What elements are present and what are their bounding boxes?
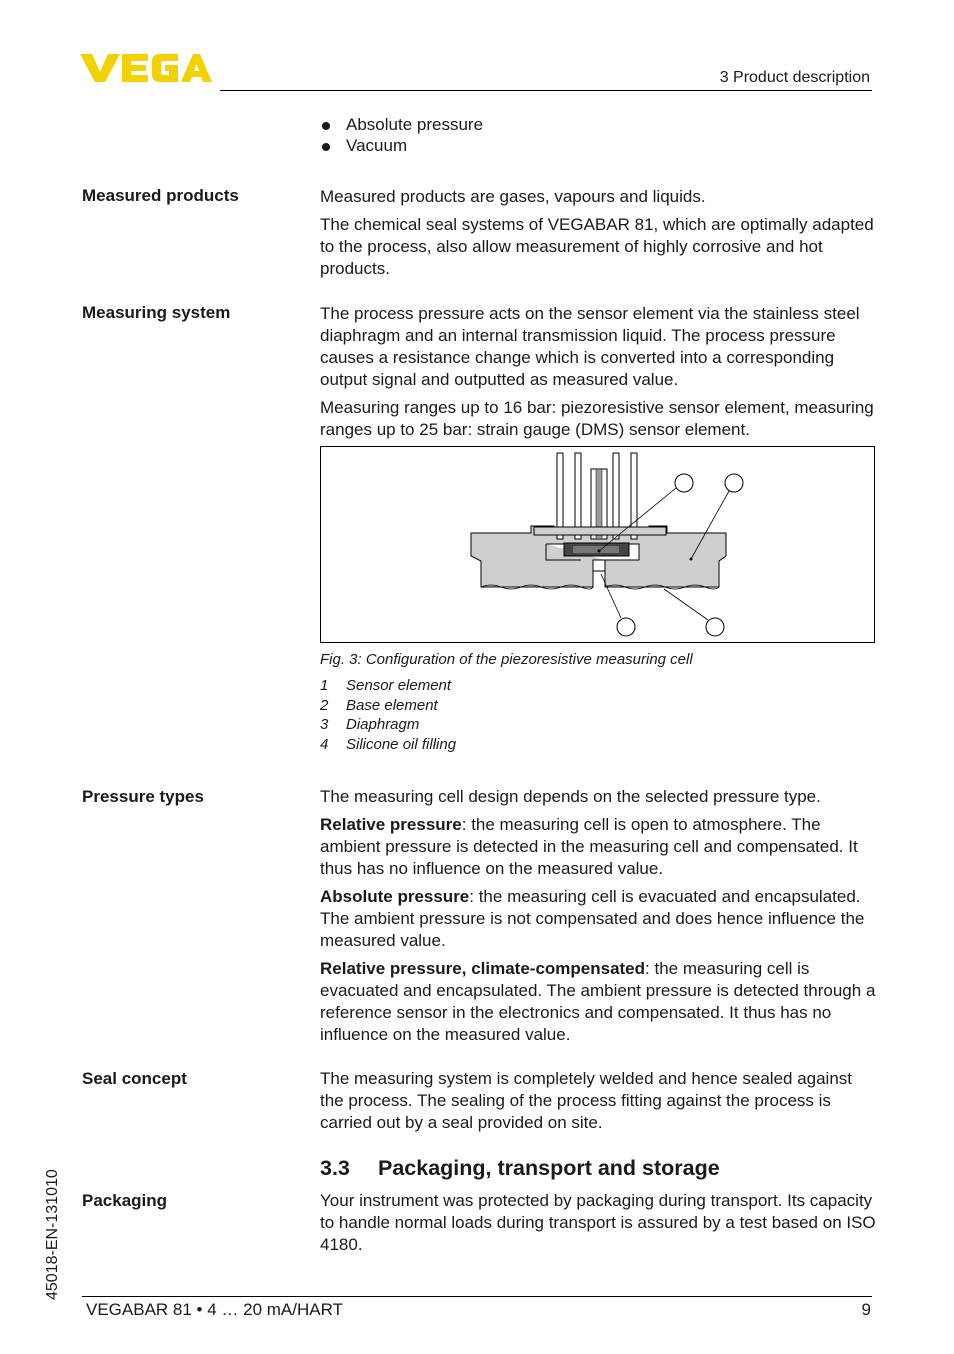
bullet-item: Absolute pressure xyxy=(322,114,483,135)
packaging-label: Packaging xyxy=(82,1191,168,1210)
measuring-system-body xyxy=(320,303,876,447)
page-number: 9 xyxy=(861,1300,871,1319)
paragraph: Measured products are gases, vapours and liquids. xyxy=(320,187,706,206)
measuring-cell-figure xyxy=(320,446,875,643)
pressure-types-label: Pressure types xyxy=(82,787,204,806)
measured-products-body xyxy=(320,186,876,286)
document-code: 45018-EN-131010 xyxy=(44,1169,61,1300)
measuring-cell-drawing xyxy=(321,447,874,642)
header-divider xyxy=(220,90,872,91)
measuring-system-label: Measuring system xyxy=(82,303,231,322)
legend-item: 3 Diaphragm xyxy=(320,716,420,733)
paragraph: Relative pressure, climate-compensated: the measuring cell is evacuated and encapsulated. The ambient pressure is detected through a reference sensor in the electronics and compensated. It thus has no influence on the measured value. xyxy=(320,959,876,1044)
bullet-item: Vacuum xyxy=(322,135,483,156)
paragraph: Measuring ranges up to 16 bar: piezoresistive sensor element, measuring ranges up to 25 bar: strain gauge (DMS) sensor element. xyxy=(320,398,874,439)
paragraph: Relative pressure: the measuring cell is open to atmosphere. The ambient pressure is detected in the measuring cell and compensated. It thus has no influence on the measured value. xyxy=(320,815,858,878)
packaging-body xyxy=(320,1190,876,1262)
pressure-bullet-list xyxy=(322,114,483,156)
paragraph: The measuring system is completely welded and hence sealed against the process. The sealing of the process fitting against the process is carried out by a seal provided on site. xyxy=(320,1069,853,1132)
paragraph: The measuring cell design depends on the selected pressure type. xyxy=(320,787,821,806)
header-section-title: 3 Product description xyxy=(719,69,870,86)
seal-concept-body xyxy=(320,1068,876,1140)
paragraph: Absolute pressure: the measuring cell is evacuated and encapsulated. The ambient pressure is not compensated and does hence influence the measured value. xyxy=(320,887,865,950)
footer-product: VEGABAR 81 • 4 … 20 mA/HART xyxy=(86,1300,343,1319)
section-heading: 3.3 Packaging, transport and storage xyxy=(320,1156,720,1180)
seal-concept-label: Seal concept xyxy=(82,1069,187,1088)
legend-item: 4 Silicone oil filling xyxy=(320,735,457,753)
svg-text:VEGA: VEGA xyxy=(80,50,83,51)
footer-divider xyxy=(82,1296,872,1297)
legend-item: 2 Base element xyxy=(320,696,438,714)
figure-legend xyxy=(320,676,456,754)
measured-products-label: Measured products xyxy=(82,186,239,205)
paragraph: The process pressure acts on the sensor element via the stainless steel diaphragm and an internal transmission liquid. The process pressure causes a resistance change which is converted into a corresponding output signal and outputted as measured value. xyxy=(320,304,860,389)
vega-logo xyxy=(80,50,212,84)
legend-item: 1 Sensor element xyxy=(320,677,452,694)
paragraph: Your instrument was protected by packaging during transport. Its capacity to handle normal loads during transport is assured by a test based on ISO 4180. xyxy=(320,1191,876,1254)
paragraph: The chemical seal systems of VEGABAR 81, which are optimally adapted to the process, also allow measurement of highly corrosive and hot products. xyxy=(320,215,874,278)
figure-caption: Fig. 3: Configuration of the piezoresistive measuring cell xyxy=(320,651,693,668)
pressure-types-body xyxy=(320,786,876,1052)
